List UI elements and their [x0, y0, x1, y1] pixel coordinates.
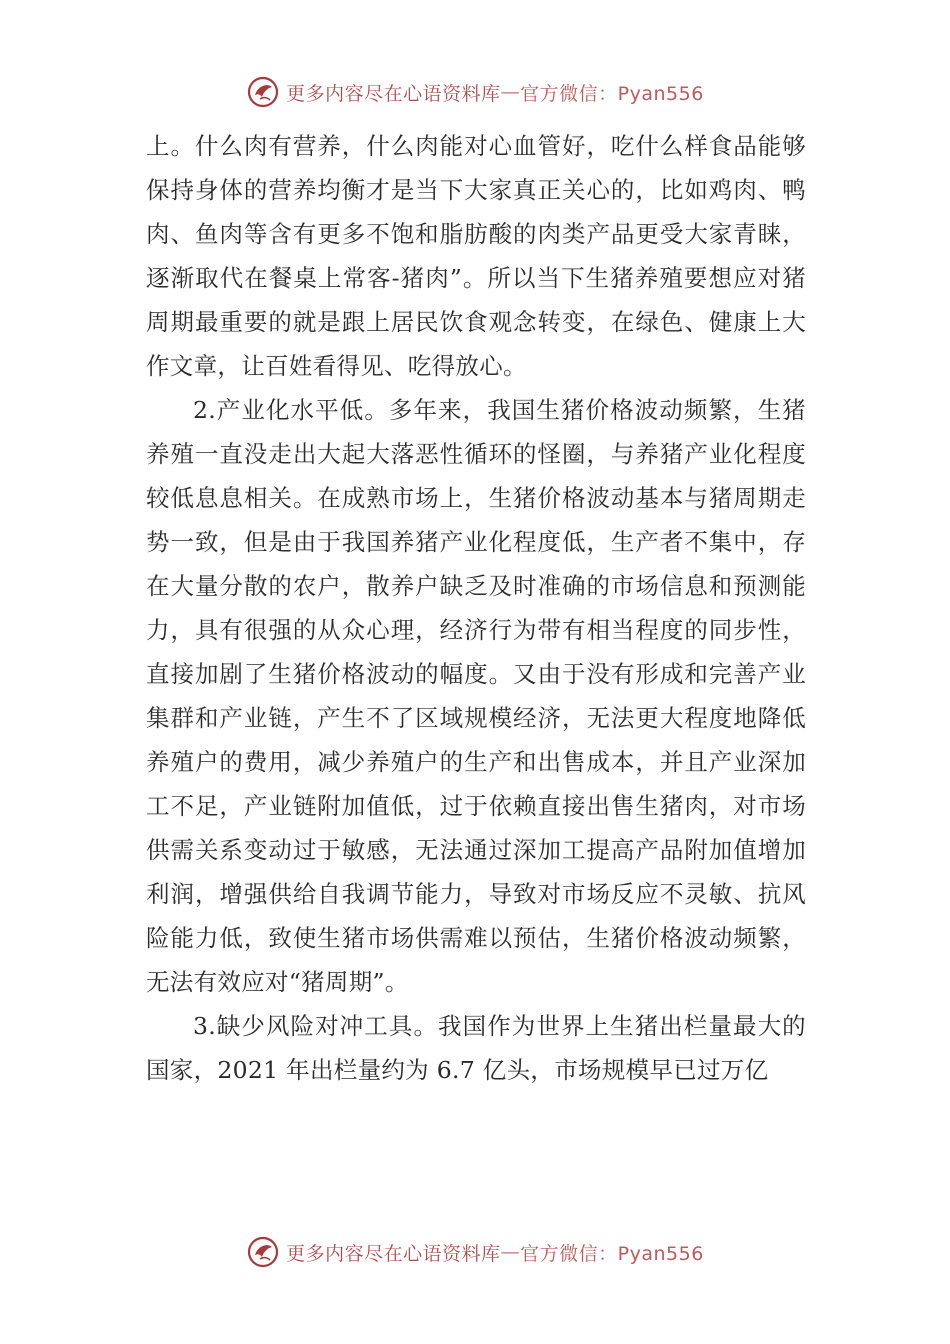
paragraph-industrialization: 2.产业化水平低。多年来，我国生猪价格波动频繁，生猪养殖一直没走出大起大落恶性循环的怪圈，与养猪产业化程度较低息息相关。在成熟市场上，生猪价格波动基本与猪周期走势一致，但是由于我国养猪产业化程度低，生产者不集中，存在大量分散的农户，散养户缺乏及时准确的市场信息和预测能力，具有很强的从众心理，经济行为带有相当程度的同步性，直接加剧了生猪价格波动的幅度。又由于没有形成和完善产业集群和产业链，产生不了区域规模经济，无法更大程度地降低养殖户的费用，减少养殖户的生产和出售成本，并且产业深加工不足，产业链附加值低，过于依赖直接出售生猪肉，对市场供需关系变动过于敏感，无法通过深加工提高产品附加值增加利润，增强供给自我调节能力，导致对市场反应不灵敏、抗风险能力低，致使生猪市场供需难以预估，生猪价格波动频繁，无法有效应对“猪周期”。	[146, 396, 806, 996]
watermark-text: 更多内容尽在心语资料库	[286, 1242, 501, 1265]
watermark-separator: —	[500, 1241, 521, 1263]
paragraph-continued: 上。什么肉有营养，什么肉能对心血管好，吃什么样食品能够保持身体的营养均衡才是当下大家真正关心的，比如鸡肉、鸭肉、鱼肉等含有更多不饱和脂肪酸的肉类产品更受大家青睐，逐渐取代在餐桌上常客-猪肉”。所以当下生猪养殖要想应对猪周期最重要的就是跟上居民饮食观念转变，在绿色、健康上大作文章，让百姓看得见、吃得放心。	[146, 132, 806, 380]
watermark-account: 官方微信：Pyan556	[520, 1242, 704, 1265]
logo-icon	[246, 1235, 280, 1269]
paragraph-risk-hedging: 3.缺少风险对冲工具。我国作为世界上生猪出栏量最大的国家，2021 年出栏量约为 6.7 亿头，市场规模早已过万亿	[146, 1012, 806, 1084]
header-watermark	[0, 72, 950, 112]
footer-watermark	[0, 1232, 950, 1272]
logo-icon	[246, 75, 280, 109]
document-body	[146, 124, 806, 1092]
watermark-text: 更多内容尽在心语资料库	[286, 82, 501, 105]
watermark-account: 官方微信：Pyan556	[520, 82, 704, 105]
watermark-separator: —	[500, 81, 521, 103]
